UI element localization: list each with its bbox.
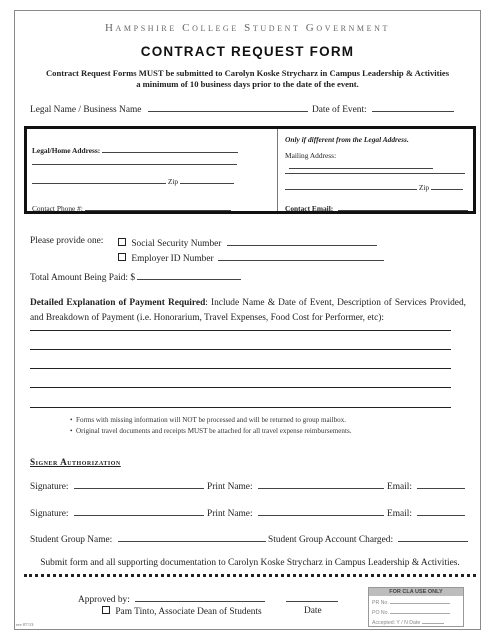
note-text-1: Forms with missing information will NOT be processed and will be returned to group mailbox. (76, 416, 347, 424)
employer-id-checkbox[interactable] (118, 253, 126, 261)
contact-email-row (285, 202, 468, 213)
approved-by-field[interactable] (135, 592, 265, 602)
signature-field-1[interactable] (74, 479, 204, 489)
zip2-label: Zip (418, 183, 430, 192)
dotted-separator (24, 574, 476, 577)
ssn-label: Social Security Number (131, 239, 222, 249)
explanation-line-3[interactable] (30, 368, 451, 369)
explanation-text-1: : Include Name & Date of Event, Description of (205, 298, 392, 308)
cla-use-title: FOR CLA USE ONLY (369, 588, 463, 596)
contact-phone-field[interactable] (85, 202, 231, 211)
signature-label: Signature: (30, 482, 69, 492)
ssn-checkbox[interactable] (118, 238, 126, 246)
print-name-label: Print Name: (207, 509, 253, 519)
email-field-2[interactable] (417, 506, 465, 516)
ssn-field[interactable] (227, 236, 377, 246)
print-name-label: Print Name: (207, 482, 253, 492)
mailing-city-field[interactable] (285, 181, 417, 190)
accepted-date-field[interactable] (422, 618, 444, 624)
approver-name: Pam Tinto, Associate Dean of Students (115, 607, 262, 617)
explanation-line-2[interactable] (30, 349, 451, 350)
pr-no-field[interactable] (390, 598, 450, 604)
explanation-line-4[interactable] (30, 387, 451, 388)
email-label: Email: (387, 509, 412, 519)
explanation-text-2: Services Provided, and Breakdown of Payment (i.e. Honorarium, Travel Expenses, Food Cost for Performer, etc): (30, 298, 466, 323)
note-item-1 (70, 416, 346, 424)
explanation-label: Detailed Explanation of Payment Required (30, 298, 206, 308)
accepted-label: Accepted: Y / N Date (372, 620, 421, 626)
note-item-2 (70, 427, 351, 435)
po-no-row (372, 608, 450, 616)
print-name-row-1 (207, 479, 384, 492)
revision-label: rev 07/13 (16, 622, 34, 627)
zip-field[interactable] (180, 175, 234, 184)
print-name-field-1[interactable] (258, 479, 384, 489)
explanation-instructions (30, 296, 466, 326)
po-no-field[interactable] (390, 608, 450, 614)
date-of-event-field[interactable] (372, 102, 454, 112)
zip-row (32, 175, 234, 186)
po-no-label: PO No. (372, 610, 390, 616)
bullet-icon: • (70, 427, 77, 435)
total-amount-label: Total Amount Being Paid: $ (30, 273, 136, 283)
submit-instructions: Submit form and all supporting documentation to Carolyn Koske Strycharz in Campus Leadership & Activities. (40, 558, 460, 568)
pr-no-label: PR No. (372, 600, 389, 606)
contact-email-label: Contact Email: (285, 204, 334, 213)
email-field-1[interactable] (417, 479, 465, 489)
employer-id-label: Employer ID Number (131, 254, 214, 264)
account-charged-label: Student Group Account Charged: (268, 535, 394, 545)
submission-notice (30, 68, 465, 90)
ssn-row (118, 236, 377, 249)
contact-phone-row (32, 202, 231, 213)
approver-row (102, 606, 262, 617)
legal-name-row (30, 102, 308, 115)
legal-home-address-field[interactable] (102, 144, 238, 153)
total-amount-row (30, 270, 241, 283)
date-of-event-label: Date of Event: (312, 105, 367, 115)
total-amount-field[interactable] (137, 270, 241, 280)
student-group-name-row (30, 532, 266, 545)
zip2-field[interactable] (431, 181, 463, 190)
bullet-icon: • (70, 416, 77, 424)
mailing-address-label: Mailing Address: (285, 151, 337, 160)
student-group-name-field[interactable] (118, 532, 266, 542)
address-line-2[interactable] (32, 164, 237, 165)
zip2-row (285, 181, 463, 192)
zip-label: Zip (167, 177, 179, 186)
print-name-field-2[interactable] (258, 506, 384, 516)
legal-home-address-label: Legal/Home Address: (32, 146, 101, 155)
account-charged-row (268, 532, 468, 545)
email-label: Email: (387, 482, 412, 492)
email-row-2 (387, 506, 465, 519)
account-charged-field[interactable] (398, 532, 468, 542)
mailing-address-line-2[interactable] (285, 173, 465, 174)
approved-by-row (78, 592, 265, 605)
approver-checkbox[interactable] (102, 606, 110, 614)
mailing-address-row (285, 151, 473, 171)
legal-name-field[interactable] (148, 102, 308, 112)
organization-name: Hampshire College Student Government (105, 22, 390, 34)
email-row-1 (387, 479, 465, 492)
explanation-line-1[interactable] (30, 330, 451, 331)
approved-by-label: Approved by: (78, 595, 130, 605)
notice-line-1: Contract Request Forms MUST be submitted to Carolyn Koske Strycharz in Campus Leadership & Activities (45, 68, 450, 78)
pr-no-row (372, 598, 450, 606)
approval-date-field[interactable] (286, 601, 338, 602)
signature-row-2 (30, 506, 204, 519)
contact-phone-label: Contact Phone #: (32, 204, 83, 213)
approval-date-label: Date (304, 606, 322, 616)
legal-name-label: Legal Name / Business Name (30, 105, 142, 115)
explanation-line-5[interactable] (30, 407, 451, 408)
date-of-event-row (312, 102, 454, 115)
city-state-field[interactable] (32, 175, 166, 184)
notice-line-2: a minimum of 10 business days prior to the date of the event. (136, 79, 359, 89)
only-if-different-note: Only if different from the Legal Address. (285, 135, 409, 144)
legal-home-address-row (32, 144, 238, 155)
contact-email-field[interactable] (338, 202, 468, 211)
print-name-row-2 (207, 506, 384, 519)
address-box-divider (277, 129, 278, 211)
accepted-row (372, 618, 444, 626)
signer-authorization-title: Signer Authorization (30, 457, 121, 467)
student-group-name-label: Student Group Name: (30, 535, 113, 545)
cla-use-box (368, 587, 464, 627)
mailing-address-field[interactable] (289, 160, 433, 169)
signature-row-1 (30, 479, 204, 492)
form-title: CONTRACT REQUEST FORM (140, 44, 355, 59)
signature-field-2[interactable] (74, 506, 204, 516)
please-provide-label: Please provide one: (30, 236, 104, 246)
note-text-2: Original travel documents and receipts MUST be attached for all travel expense reimbursements. (76, 427, 352, 435)
employer-id-row (118, 251, 384, 264)
address-box (24, 126, 476, 214)
signature-label: Signature: (30, 509, 69, 519)
employer-id-field[interactable] (218, 251, 384, 261)
